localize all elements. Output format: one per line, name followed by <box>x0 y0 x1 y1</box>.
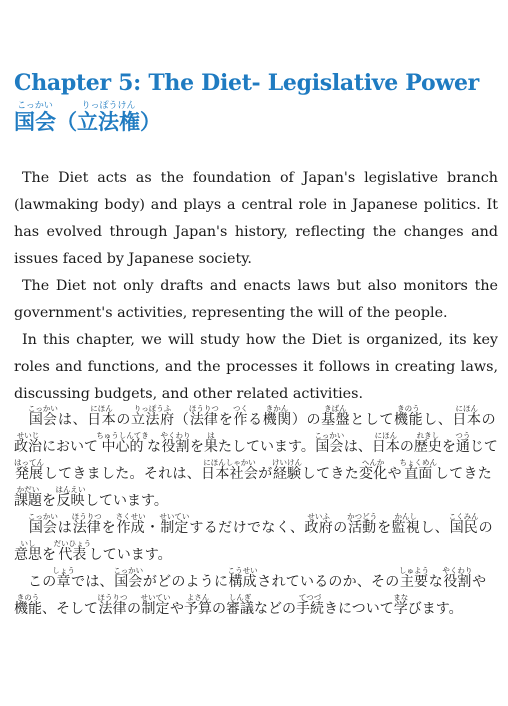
furigana-reading: つく <box>233 404 249 413</box>
furigana-word: 政治せいじ <box>14 431 42 455</box>
furigana-word: 国会こっかい <box>28 512 58 536</box>
furigana-word: 法律ほうりつ <box>97 593 128 617</box>
furigana-reading: こうせい <box>227 566 258 575</box>
english-paragraph-2: The Diet not only drafts and enacts laws but also monitors the government's activities, representing the will of the people. <box>14 278 498 321</box>
furigana-word: 果は <box>204 431 218 455</box>
furigana-reading: てつづ <box>296 593 324 602</box>
furigana-reading: きばん <box>321 404 350 413</box>
furigana-word: 日本にほん <box>371 431 400 455</box>
furigana-word: 変化へんか <box>358 458 388 482</box>
furigana-reading: にほん <box>452 404 482 413</box>
furigana-word: 日本社会にほんしゃかい <box>201 458 259 482</box>
furigana-word: 役割やくわり <box>160 431 191 455</box>
furigana-word: 機能きのう <box>394 404 424 428</box>
furigana-reading: きのう <box>394 404 423 413</box>
furigana-reading: かんし <box>391 512 420 521</box>
furigana-reading: こっかい <box>314 431 345 440</box>
furigana-word: 法律ほうりつ <box>71 512 102 536</box>
furigana-reading: つう <box>455 431 471 440</box>
furigana-reading: こっかい <box>28 404 58 413</box>
furigana-word: 予算よさん <box>184 593 212 617</box>
furigana-reading: ほうりつ <box>188 404 219 413</box>
furigana-reading: かつどう <box>347 512 378 521</box>
furigana-word: 課題かだい <box>14 485 42 509</box>
furigana-word: 日本にほん <box>87 404 117 428</box>
furigana-word: 代表だいひょう <box>53 539 92 563</box>
english-paragraph-1: The Diet acts as the foundation of Japan's legislative branch (lawmaking body) and plays a central role in Japanese politics. It has evolved through Japan's history, reflecting the changes and issues faced by Japanese society. <box>14 170 498 267</box>
furigana-reading: やくわり <box>442 566 473 575</box>
furigana-word: 国会こっかい <box>28 404 58 428</box>
furigana-word: 通つう <box>455 431 471 455</box>
furigana-reading: だいひょう <box>53 539 92 548</box>
furigana-word: 経験けいけん <box>272 458 303 482</box>
furigana-word: 作成さくせい <box>115 512 146 536</box>
furigana-reading: けいけん <box>272 458 303 467</box>
furigana-word: 機能きのう <box>14 593 42 617</box>
furigana-word: 国会こっかい <box>314 431 345 455</box>
furigana-reading: ちょくめん <box>399 458 437 467</box>
furigana-word: 役割やくわり <box>442 566 473 590</box>
furigana-reading: しんぎ <box>226 593 254 602</box>
furigana-word: 活動かつどう <box>347 512 378 536</box>
furigana-reading: かだい <box>14 485 42 494</box>
furigana-reading: にほん <box>87 404 116 413</box>
furigana-reading: さくせい <box>115 512 146 521</box>
furigana-word: 審議しんぎ <box>226 593 254 617</box>
furigana-word: 発展はってん <box>14 458 44 482</box>
furigana-reading: れきし <box>413 431 442 440</box>
chapter-title: Chapter 5: The Diet- Legislative Power <box>14 70 479 96</box>
furigana-word: 国会こっかい <box>14 101 56 134</box>
furigana-word: 作つく <box>233 404 249 428</box>
furigana-reading: こっかい <box>113 566 144 575</box>
furigana-reading: こくみん <box>448 512 479 521</box>
furigana-reading: いし <box>14 539 42 548</box>
japanese-chapter-title: 国会こっかい（立法権りっぽうけん） <box>14 101 161 134</box>
furigana-word: 中心的ちゅうしんてき <box>96 431 149 455</box>
furigana-reading: にほん <box>371 431 400 440</box>
furigana-reading: はってん <box>14 458 44 467</box>
furigana-word: 日本にほん <box>452 404 482 428</box>
furigana-reading: せいふ <box>304 512 333 521</box>
furigana-reading: りっぽうふ <box>130 404 175 413</box>
furigana-reading: へんか <box>358 458 388 467</box>
furigana-word: 基盤きばん <box>321 404 351 428</box>
furigana-word: 手続てつづ <box>296 593 324 617</box>
japanese-paragraph-2: 国会こっかいは法律ほうりつを作成さくせい・制定せいていするだけでなく、政府せいふの活動かつどうを監視かんしし、国民こくみんの意思いしを代表だいひょうしています。 <box>14 512 493 563</box>
furigana-word: 反映はんえい <box>55 485 86 509</box>
furigana-reading: やくわり <box>160 431 191 440</box>
furigana-word: 立法府りっぽうふ <box>130 404 175 428</box>
furigana-reading: まな <box>393 593 409 602</box>
furigana-word: 制定せいてい <box>159 512 190 536</box>
english-paragraph-3: In this chapter, we will study how the Diet is organized, its key roles and functions, and the processes it follows in creating laws, discussing budgets, and other related activities. <box>14 332 498 402</box>
furigana-reading: ほうりつ <box>71 512 102 521</box>
furigana-reading: にほんしゃかい <box>201 458 258 467</box>
furigana-reading: きのう <box>14 593 42 602</box>
furigana-reading: しゅよう <box>398 566 429 575</box>
furigana-word: 政府せいふ <box>304 512 334 536</box>
furigana-word: 法律ほうりつ <box>188 404 219 428</box>
furigana-word: 制定せいてい <box>140 593 171 617</box>
furigana-word: 国会こっかい <box>113 566 144 590</box>
furigana-reading: りっぽうけん <box>77 101 140 111</box>
furigana-reading: せいてい <box>140 593 171 602</box>
furigana-word: 主要しゅよう <box>398 566 429 590</box>
furigana-word: 立法権りっぽうけん <box>77 101 140 134</box>
furigana-reading: は <box>204 431 218 440</box>
furigana-word: 国民こくみん <box>448 512 479 536</box>
furigana-reading: ほうりつ <box>97 593 128 602</box>
furigana-reading: こっかい <box>28 512 58 521</box>
furigana-word: 意思いし <box>14 539 42 563</box>
furigana-reading: よさん <box>184 593 212 602</box>
furigana-word: 構成こうせい <box>227 566 258 590</box>
furigana-word: 直面ちょくめん <box>399 458 437 482</box>
furigana-word: 機関きかん <box>262 404 292 428</box>
furigana-reading: しょう <box>52 566 75 575</box>
furigana-word: 歴史れきし <box>413 431 442 455</box>
furigana-reading: きかん <box>262 404 292 413</box>
furigana-word: 章しょう <box>52 566 75 590</box>
furigana-reading: せいじ <box>14 431 42 440</box>
japanese-paragraph-3: この章しょうでは、国会こっかいがどのように構成こうせいされているのか、その主要しゅような役割やくわりや機能きのう、そして法律ほうりつの制定せいていや予算よさんの審議しんぎなどの手続てつづきについて学まなびます。 <box>14 566 487 617</box>
furigana-word: 学まな <box>393 593 409 617</box>
furigana-reading: こっかい <box>14 101 56 111</box>
furigana-word: 監視かんし <box>391 512 421 536</box>
japanese-paragraph-1: 国会こっかいは、日本にほんの立法府りっぽうふ（法律ほうりつを作つくる機関きかん）の基盤きばんとして機能きのうし、日本にほんの政治せいじにおいて中心的ちゅうしんてきな役割やくわりを果はたしています。国会こっかいは、日本にほんの歴史れきしを通つうじて発展はってんしてきました。それは、日本社会にほんしゃかいが経験けいけんしてきた変化へんかや直面ちょくめんしてきた課題かだいを反映はんえいしています。 <box>14 404 498 509</box>
furigana-reading: ちゅうしんてき <box>96 431 149 440</box>
furigana-reading: はんえい <box>55 485 86 494</box>
furigana-reading: せいてい <box>159 512 190 521</box>
